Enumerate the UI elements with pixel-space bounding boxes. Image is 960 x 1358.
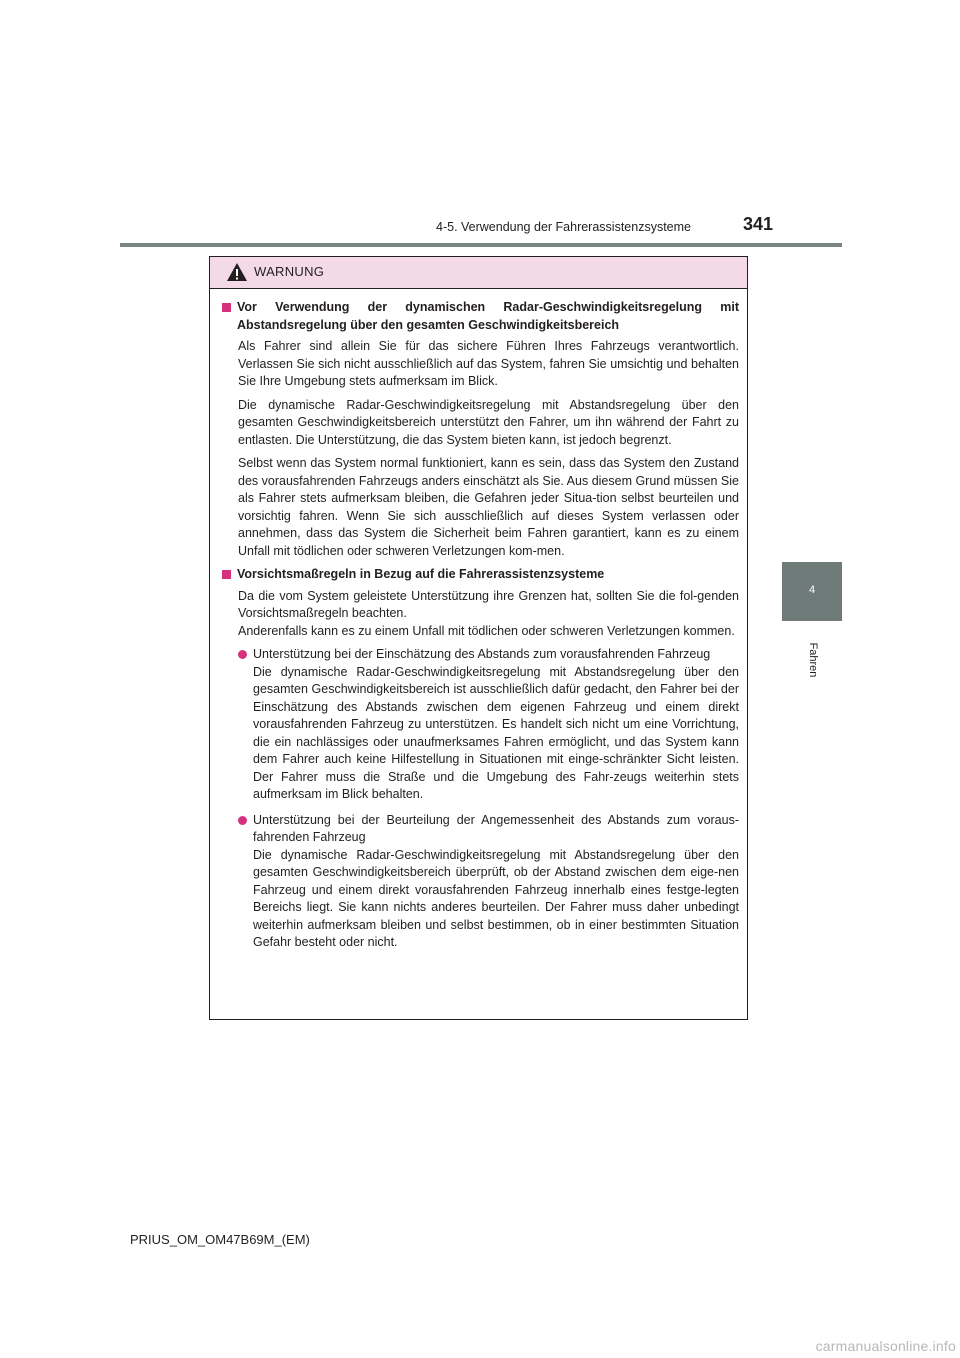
paragraph [238, 588, 739, 641]
paragraph: Als Fahrer sind allein Sie für das sichere Führen Ihres Fahrzeugs verantwortlich. Verlassen Sie sich nicht ausschließlich auf das System, fahren Sie umsichtig und behalten Sie Ihre Umgebung stets aufmerksam im Blick. [238, 339, 739, 388]
section-heading-text: Vor Verwendung der dynamischen Radar-Geschwindigkeitsregelung mit Abstandsregelung über den gesamten Geschwindigkeitsbereich [237, 300, 739, 332]
list-item-title: Unterstützung bei der Beurteilung der Angemessenheit des Abstands zum voraus-fahrenden Fahrzeug [253, 812, 739, 844]
paragraph: Selbst wenn das System normal funktioniert, kann es sein, dass das System den Zustand des vorausfahrenden Fahrzeugs anders einschätzt als Sie. Aus diesem Grund müssen Sie als Fahrer stets aufmerksam bleiben, die Gefahren jeder Situa-tion selbst beurteilen und vorsichtig fahren. Wenn Sie sich ausschließlich auf dieses System verlassen oder annehmen, dass das System die Sicherheit beim Fahren garantiert, kann es zu einem Unfall mit tödlichen oder schweren Verletzungen kom-men. [238, 456, 739, 558]
square-bullet-icon [222, 570, 231, 579]
watermark: carmanualsonline.info [815, 1338, 956, 1354]
section-heading [220, 299, 739, 334]
warning-triangle-icon [226, 261, 248, 283]
square-bullet-icon [222, 303, 231, 312]
warning-body [210, 289, 747, 952]
list-item [238, 646, 739, 804]
warning-section [220, 566, 739, 952]
list-item-body [253, 812, 739, 952]
list-item-text: Die dynamische Radar-Geschwindigkeitsregelung mit Abstandsregelung über den gesamten Geschwindigkeitsbereich überprüft, ob der Abstand zwischen dem eige-nen Fahrzeug und einem direkt vorausfahrenden Fahrzeug innerhalb eines festge-legten Bereichs liegt. Sie kann nichts anderes beurteilen. Der Fahrer muss daher unbedingt weiterhin aufmerksam bleiben und selbst bestimmen, ob in einer bestimmten Situation Gefahr besteht oder nicht. [253, 847, 739, 949]
list-item-title: Unterstützung bei der Einschätzung des Abstands zum vorausfahrenden Fahrzeug [253, 647, 711, 661]
paragraph: Die dynamische Radar-Geschwindigkeitsregelung mit Abstandsregelung über den gesamten Geschwindigkeitsbereich unterstützt den Fahrer, um ihn während der Fahrt zu entlasten. Die Unterstützung, die das System bieten kann, ist jedoch begrenzt. [238, 397, 739, 447]
intro-line: Anderenfalls kann es zu einem Unfall mit tödlichen oder schweren Verletzungen kommen. [238, 623, 735, 638]
list-item-body [253, 646, 739, 804]
page-number: 341 [743, 214, 774, 234]
section-heading-text: Vorsichtsmaßregeln in Bezug auf die Fahrerassistenzsysteme [237, 567, 605, 581]
chapter-tab [782, 562, 842, 621]
list-item-text: Die dynamische Radar-Geschwindigkeitsregelung mit Abstandsregelung über den gesamten Geschwindigkeitsbereich ist ausschließlich dafür gedacht, den Fahrer bei der Einschätzung des Abstands zwischen dem eigenen Fahrzeug und einem direkt vorausfahrenden Fahrzeug zu unterstützen. Es handelt sich nicht um eine Vorrichtung, die ein nachlässiges oder unaufmerksames Fahren ermöglicht, und das System kann dem Fahrer auch keine Hilfestellung in Situationen mit einge-schränkter Sicht leisten. Der Fahrer muss die Straße und die Umgebung des Fahr-zeugs weiterhin stets aufmerksam im Blick behalten. [253, 664, 739, 801]
section-heading [220, 566, 739, 584]
warning-header [210, 257, 747, 289]
section-title: 4-5. Verwendung der Fahrerassistenzsysteme [436, 220, 691, 234]
warning-box [209, 256, 748, 1020]
document-code: PRIUS_OM_OM47B69M_(EM) [130, 1232, 310, 1247]
chapter-number: 4 [808, 584, 816, 596]
list-item [238, 812, 739, 952]
header-divider [120, 243, 842, 247]
round-bullet-icon [238, 816, 247, 825]
round-bullet-icon [238, 650, 247, 659]
chapter-label: Fahren [807, 642, 819, 678]
warning-title: WARNUNG [254, 264, 325, 279]
intro-line: Da die vom System geleistete Unterstützung ihre Grenzen hat, sollten Sie die fol-genden Vorsichtsmaßregeln beachten. [238, 588, 739, 620]
warning-section [220, 299, 739, 560]
